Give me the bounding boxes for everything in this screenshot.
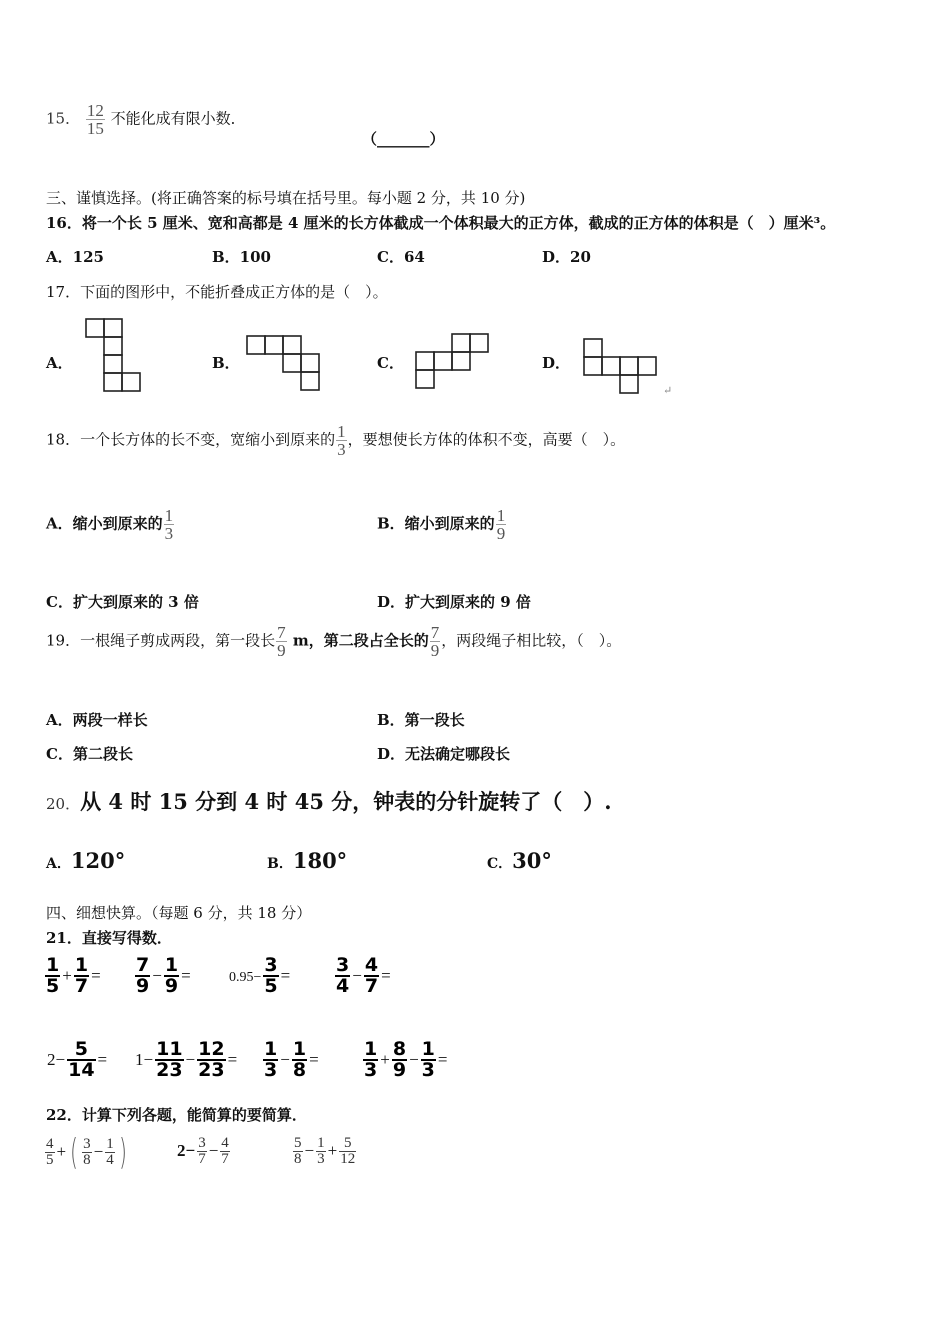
- q16-option-b[interactable]: B．100: [212, 248, 271, 266]
- q21-expr-2: $\frac{7}{9}$ − $\frac{1}{9}$ =: [136, 954, 191, 997]
- q16-option-d[interactable]: D．20: [542, 248, 591, 266]
- q21-expr-8: $\frac{1}{3}$ + $\frac{8}{9}$ − $\frac{1}{3}$ =: [364, 1038, 448, 1081]
- q21-expr-3: 0.95− $\frac{3}{5}$ =: [229, 954, 291, 997]
- q16-option-a[interactable]: A．125: [46, 248, 104, 266]
- q15-text: 不能化成有限小数．: [110, 109, 246, 128]
- question-19: 19．一根绳子剪成两段，第一段长 $\frac{7}{9}$ m，第二段占全长的 $\frac{7}{9}$ ，两段绳子相比较，（ ）。: [46, 623, 622, 660]
- net-c: [416, 334, 488, 388]
- question-18: 18．一个长方体的长不变，宽缩小到原来的 $\frac{1}{3}$ ，要想使长方体的体积不变，高要（ ）。: [46, 422, 626, 459]
- q20-text: 从 4 时 15 分到 4 时 45 分，钟表的分针旋转了（ ）.: [80, 789, 612, 814]
- question-17: 17．下面的图形中，不能折叠成正方体的是（ ）。: [46, 283, 388, 301]
- q21-expr-4: $\frac{3}{4}$ − $\frac{4}{7}$ =: [336, 954, 391, 997]
- q20-number: 20．: [46, 795, 81, 813]
- q21-expr-1: $\frac{1}{5}$ + $\frac{1}{7}$ =: [46, 954, 101, 997]
- paragraph-mark: ↵: [663, 384, 673, 397]
- net-d: [584, 339, 656, 393]
- q15-fraction: $\frac{12}{15}$: [86, 101, 104, 138]
- q19-fraction-2: $\frac{7}{9}$: [430, 623, 440, 660]
- q17-option-d-label[interactable]: D．: [542, 354, 571, 372]
- net-b: [247, 336, 319, 390]
- question-16: 16．将一个长 5 厘米、宽和高都是 4 厘米的长方体截成一个体积最大的正方体，截成的正方体的体积是（ ）厘米³。: [46, 214, 836, 232]
- q18-fraction: $\frac{1}{3}$: [337, 422, 346, 459]
- section-4-heading: 四、细想快算。（每题 6 分，共 18 分）: [46, 904, 312, 922]
- q17-option-b-label[interactable]: B．: [212, 354, 240, 372]
- q20-option-a[interactable]: A．120°: [46, 848, 126, 873]
- q22-calc-3: $\frac{5}{8}$ − $\frac{1}{3}$ + $\frac{5}{12}$: [294, 1135, 356, 1167]
- q19-option-b[interactable]: B．第一段长: [377, 711, 465, 729]
- q17-option-a-label[interactable]: A．: [46, 354, 73, 372]
- q21-expr-7: $\frac{1}{3}$ − $\frac{1}{8}$ =: [264, 1038, 319, 1081]
- q20-option-c[interactable]: C．30°: [487, 848, 552, 873]
- q20-option-b[interactable]: B．180°: [267, 848, 348, 873]
- q19-option-a[interactable]: A．两段一样长: [46, 711, 148, 729]
- q18-option-c[interactable]: C．扩大到原来的 3 倍: [46, 593, 199, 611]
- question-22: 22．计算下列各题，能简算的要简算．: [46, 1106, 307, 1124]
- q18-option-b-fraction: $\frac{1}{9}$: [496, 506, 506, 543]
- question-20: [46, 786, 612, 816]
- net-a: [86, 319, 140, 391]
- question-21: 21．直接写得数．: [46, 929, 172, 947]
- q21-expr-5: 2− $\frac{5}{14}$ =: [47, 1038, 108, 1081]
- q19-option-c[interactable]: C．第二段长: [46, 745, 133, 763]
- q15-number: 15．: [46, 109, 81, 128]
- q17-cube-nets: [0, 0, 950, 420]
- q18-option-b[interactable]: B．缩小到原来的 $\frac{1}{9}$: [377, 506, 506, 543]
- q18-option-d[interactable]: D．扩大到原来的 9 倍: [377, 593, 531, 611]
- q21-expr-6: 1− $\frac{11}{23}$ − $\frac{12}{23}$ =: [135, 1038, 238, 1081]
- q15-answer-blank[interactable]: （_______）: [362, 130, 445, 148]
- q22-calc-1: $\frac{4}{5}$ + ( $\frac{3}{8}$ − $\frac{1}{4}$ ): [46, 1132, 127, 1173]
- q17-option-c-label[interactable]: C．: [377, 354, 404, 372]
- q19-fraction-1: $\frac{7}{9}$: [277, 623, 286, 660]
- q22-calc-2: 2− $\frac{3}{7}$ − $\frac{4}{7}$: [177, 1135, 229, 1167]
- section-3-heading: 三、谨慎选择。(将正确答案的标号填在括号里。每小题 2 分，共 10 分): [46, 189, 526, 207]
- q18-option-a-fraction: $\frac{1}{3}$: [164, 506, 174, 543]
- q19-option-d[interactable]: D．无法确定哪段长: [377, 745, 511, 763]
- q18-option-a[interactable]: A．缩小到原来的 $\frac{1}{3}$: [46, 506, 174, 543]
- q16-option-c[interactable]: C．64: [377, 248, 425, 266]
